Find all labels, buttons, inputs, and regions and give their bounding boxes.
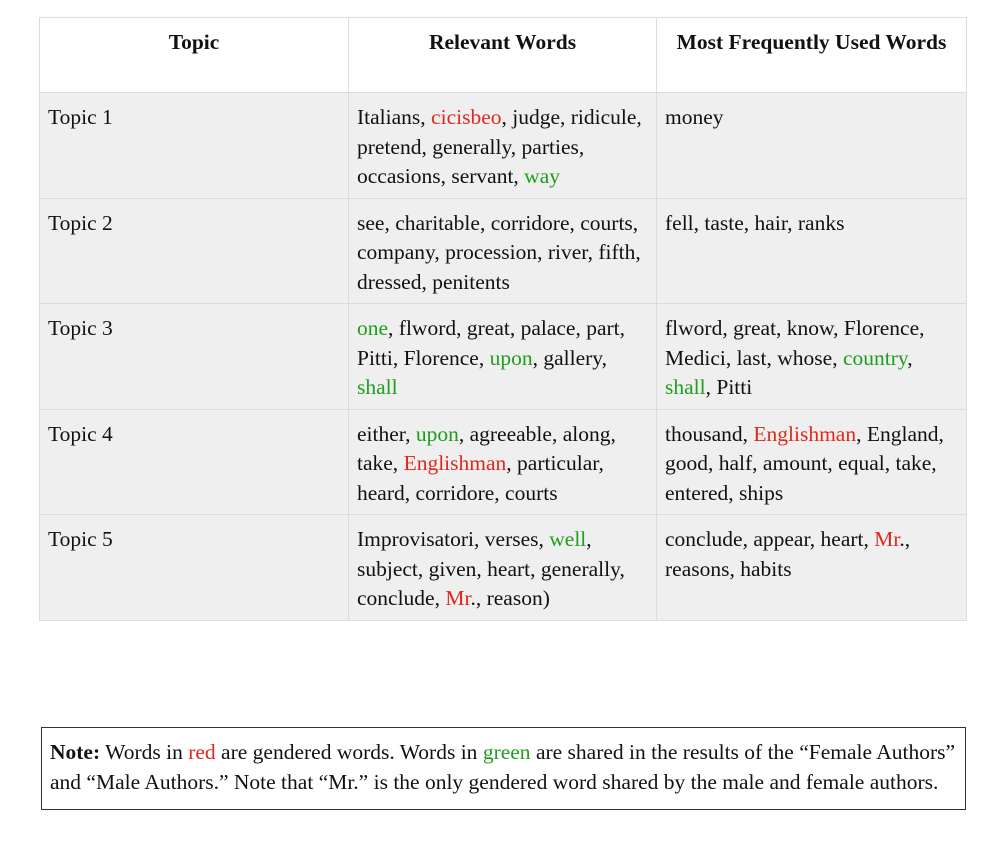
topic-cell: Topic 3 [40, 304, 349, 410]
shared-word: well [549, 527, 587, 551]
frequent-words-cell [657, 198, 967, 304]
topic-cell: Topic 5 [40, 515, 349, 621]
relevant-words-text: , judge, ridicule, pretend, generally, parties, occasions, servant, [357, 105, 642, 188]
frequent-words-text: flword, great, know, Florence, Medici, last, whose, [665, 316, 925, 370]
table-row [40, 93, 967, 199]
note-text [50, 740, 955, 794]
gendered-word: red [188, 740, 216, 764]
topic-cell: Topic 1 [40, 93, 349, 199]
table-body [40, 93, 967, 621]
frequent-words-cell [657, 93, 967, 199]
gendered-word: cicisbeo [431, 105, 502, 129]
frequent-words-text: thousand, [665, 421, 754, 446]
table-row [40, 515, 967, 621]
shared-word: upon [415, 421, 459, 446]
relevant-words-text: , agreeable, along, take, [357, 421, 616, 475]
note-text: are gendered words. Words in [215, 740, 483, 764]
shared-word: way [524, 164, 560, 188]
relevant-words-cell [349, 93, 657, 199]
relevant-words-text: either, [357, 421, 416, 446]
note-box [41, 727, 966, 810]
shared-word: green [482, 740, 531, 764]
note-label: Note: [50, 740, 101, 764]
relevant-words-text: ., reason) [470, 586, 550, 610]
relevant-words-cell [349, 198, 657, 304]
gendered-word: Englishman [753, 421, 857, 446]
frequent-words-text: fell, taste, hair, ranks [665, 210, 845, 235]
frequent-words-cell [657, 304, 967, 410]
header-most-frequent-words: Most Frequently Used Words [657, 18, 967, 93]
topic-cell: Topic 2 [40, 198, 349, 304]
gendered-word: Englishman [403, 451, 507, 475]
relevant-words-text: , flword, great, palace, part, Pitti, Florence, [357, 316, 626, 370]
shared-word: shall [665, 375, 706, 399]
relevant-words-text: , [420, 105, 432, 129]
relevant-words-text: Italians [357, 105, 421, 129]
header-topic: Topic [40, 18, 349, 93]
frequent-words-cell [657, 409, 967, 515]
relevant-words-cell [349, 304, 657, 410]
frequent-words-text: conclude, appear, heart, [665, 527, 875, 551]
table-header-row [40, 18, 967, 93]
relevant-words-text: see, charitable, corridore, courts, company, procession, river, fifth, dressed, penitents [357, 210, 641, 294]
shared-word: shall [357, 375, 398, 399]
relevant-words-text: Improvisatori, verses, [357, 527, 550, 551]
shared-word: one [357, 316, 389, 340]
relevant-words-cell [349, 409, 657, 515]
relevant-words-cell [349, 515, 657, 621]
frequent-words-text: money [665, 105, 724, 129]
header-relevant-words: Relevant Words [349, 18, 657, 93]
frequent-words-text: , England, good, half, amount, equal, take, entered, ships [665, 421, 944, 505]
gendered-word: Mr [445, 586, 471, 610]
topic-cell: Topic 4 [40, 409, 349, 515]
table-row [40, 409, 967, 515]
frequent-words-text: ., reasons, habits [665, 527, 911, 581]
note-text: are shared in the results of the “Female Authors” and “Male Authors.” Note that “Mr.” is the only gendered word shared by the male and female authors. [50, 740, 956, 794]
table-row [40, 304, 967, 410]
relevant-words-text: , subject, given, heart, generally, conclude, [357, 527, 625, 610]
relevant-words-text: , gallery, [532, 345, 607, 370]
shared-word: country [842, 345, 908, 370]
gendered-word: Mr [874, 527, 900, 551]
frequent-words-cell [657, 515, 967, 621]
frequent-words-text: , [907, 345, 913, 370]
frequent-words-text: , Pitti [705, 375, 753, 399]
shared-word: upon [489, 345, 533, 370]
table-row [40, 198, 967, 304]
relevant-words-text: , particular, heard, corridore, courts [357, 451, 604, 505]
topics-table [39, 17, 967, 621]
note-text: Words in [100, 740, 189, 764]
